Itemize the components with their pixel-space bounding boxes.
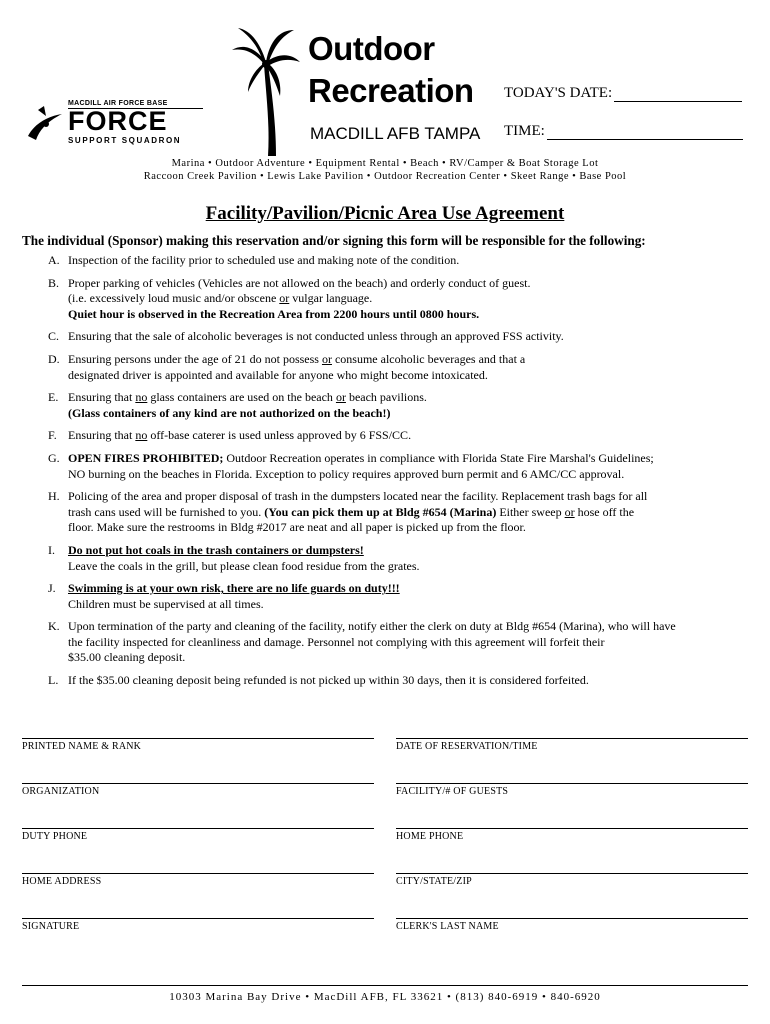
- list-item-c: C. Ensuring that the sale of alcoholic beverages is not conducted unless through an approved FSS activity.: [48, 329, 564, 344]
- title-line-2: Recreation: [308, 72, 474, 109]
- footer-divider: [22, 985, 748, 986]
- organization-line[interactable]: [22, 783, 374, 784]
- home-address-line[interactable]: [22, 873, 374, 874]
- printed-name-line[interactable]: [22, 738, 374, 739]
- list-item-b: B. Proper parking of vehicles (Vehicles are not allowed on the beach) and orderly conduct of guest. (i.e. excessively loud music and/or obscene or vulgar language. Quiet hour is observed in the Recreation Area from 2200 hours until 0800 hours.: [48, 275, 531, 321]
- signature-line[interactable]: [22, 918, 374, 919]
- clerk-last-name-line[interactable]: [396, 918, 748, 919]
- list-item-d: D. Ensuring persons under the age of 21 do not possess or consume alcoholic beverages and that a designated driver is appointed and available for anyone who might become intoxicated.: [48, 351, 526, 382]
- outdoor-recreation-title: [308, 28, 474, 112]
- location-subtitle: MACDILL AFB TAMPA: [310, 124, 481, 143]
- duty-phone-label: DUTY PHONE: [22, 831, 88, 842]
- city-state-zip-label: CITY/STATE/ZIP: [396, 876, 472, 887]
- printed-name-label: PRINTED NAME & RANK: [22, 741, 142, 752]
- facility-guests-label: FACILITY/# OF GUESTS: [396, 786, 509, 797]
- signature-label: SIGNATURE: [22, 921, 80, 932]
- base-label: MACDILL AIR FORCE BASE: [68, 100, 203, 109]
- list-item-g: G. OPEN FIRES PROHIBITED; Outdoor Recreation operates in compliance with Florida State Fire Marshal's Guidelines; NO burning on the beaches in Florida. Exception to policy requires approved burn permit and 6 AMC/CC approval.: [48, 450, 654, 481]
- footer-address: 10303 Marina Bay Drive • MacDill AFB, FL 33621 • (813) 840-6919 • 840-6920: [169, 991, 601, 1003]
- time-field: [504, 122, 743, 140]
- list-item-h: H. Policing of the area and proper disposal of trash in the dumpsters located near the facility. Replacement trash bags for all trash cans used will be furnished to you. (You can pick them up at Bldg #654 (Marina) Either sweep or hose off the floor. Make sure the restrooms in Bldg #2017 are neat and all paper is picked up from the floor.: [48, 489, 648, 535]
- reservation-date-label: DATE OF RESERVATION/TIME: [396, 741, 538, 752]
- responsibility-list: [48, 253, 758, 696]
- home-phone-label: HOME PHONE: [396, 831, 464, 842]
- duty-phone-line[interactable]: [22, 828, 374, 829]
- facilities-line-1: Marina • Outdoor Adventure • Equipment Rental • Beach • RV/Camper & Boat Storage Lot: [171, 158, 599, 169]
- list-item-a: A. Inspection of the facility prior to scheduled use and making note of the condition.: [48, 253, 460, 267]
- force-label: FORCE: [68, 106, 168, 136]
- home-address-label: HOME ADDRESS: [22, 876, 102, 887]
- swoosh-icon: [24, 106, 64, 142]
- time-input-line[interactable]: [547, 122, 743, 140]
- todays-date-label: TODAY'S DATE:: [504, 85, 613, 101]
- city-state-zip-line[interactable]: [396, 873, 748, 874]
- clerk-last-name-label: CLERK'S LAST NAME: [396, 921, 499, 932]
- title-line-1: Outdoor: [308, 30, 435, 67]
- organization-label: ORGANIZATION: [22, 786, 100, 797]
- list-item-i: I. Do not put hot coals in the trash containers or dumpsters! Leave the coals in the grill, but please clean food residue from the grates.: [48, 542, 420, 573]
- palm-tree-icon: [230, 24, 300, 156]
- home-phone-line[interactable]: [396, 828, 748, 829]
- todays-date-field: [504, 84, 742, 102]
- force-support-squadron-logo: [24, 100, 206, 144]
- todays-date-input-line[interactable]: [614, 84, 742, 102]
- reservation-date-line[interactable]: [396, 738, 748, 739]
- facilities-line-2: Raccoon Creek Pavilion • Lewis Lake Pavilion • Outdoor Recreation Center • Skeet Range • Base Pool: [143, 171, 627, 182]
- list-item-k: K. Upon termination of the party and cleaning of the facility, notify either the clerk on duty at Bldg #654 (Marina), who will have the facility inspected for cleanliness and damage. Personnel not complying with this agreement will forfeit their $35.00 cleaning deposit.: [48, 619, 676, 665]
- list-item-f: F. Ensuring that no off-base caterer is used unless approved by 6 FSS/CC.: [48, 428, 412, 443]
- intro-statement: The individual (Sponsor) making this reservation and/or signing this form will be responsible for the following:: [22, 233, 646, 248]
- list-item-j: J. Swimming is at your own risk, there are no life guards on duty!!! Children must be supervised at all times.: [48, 581, 400, 611]
- facility-guests-line[interactable]: [396, 783, 748, 784]
- list-item-l: L. If the $35.00 cleaning deposit being refunded is not picked up within 30 days, then it is considered forfeited.: [48, 673, 589, 688]
- list-item-e: E. Ensuring that no glass containers are used on the beach or beach pavilions. (Glass containers of any kind are not authorized on the beach!): [48, 390, 427, 420]
- document-title: Facility/Pavilion/Picnic Area Use Agreement: [205, 203, 565, 224]
- squadron-label: SUPPORT SQUADRON: [68, 136, 182, 145]
- time-label: TIME:: [504, 123, 545, 139]
